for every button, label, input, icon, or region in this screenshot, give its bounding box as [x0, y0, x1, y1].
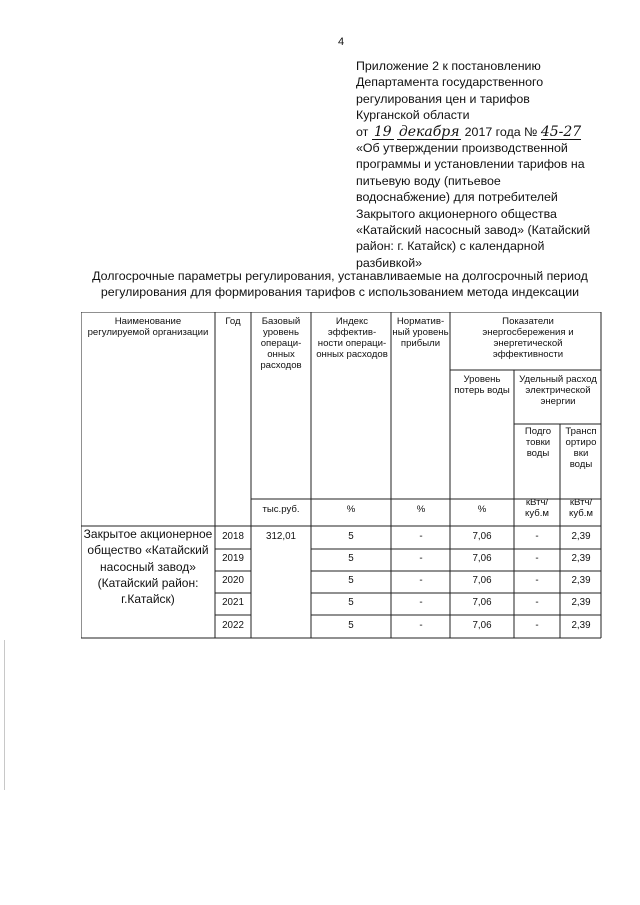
cell-loss: 7,06 — [472, 553, 492, 564]
cell-transport: 2,39 — [571, 575, 591, 586]
unit-index: % — [346, 504, 356, 515]
title-line: «Об утверждении производственной — [356, 141, 568, 156]
header-energy: Показатели энергосбережения и энергетической эффективности — [482, 316, 574, 360]
appendix-line: регулирования цен и тарифов — [356, 91, 530, 106]
cell-year: 2018 — [222, 531, 244, 542]
cell-year: 2020 — [222, 575, 244, 586]
page-number: 4 — [338, 36, 345, 48]
header-specific-energy: Удельный расход электрической энергии — [519, 374, 597, 407]
cell-index: 5 — [348, 620, 354, 631]
appendix-block — [356, 58, 618, 271]
header-water-loss: Уровень потерь воды — [454, 374, 510, 396]
cell-index: 5 — [348, 553, 354, 564]
appendix-line: Курганской области — [356, 108, 470, 123]
header-index: Индекс эффектив-ности операци-онных расходов — [316, 316, 388, 360]
document-heading — [70, 268, 610, 300]
heading-line: регулирования для формирования тарифов с использованием метода индексации — [100, 285, 580, 299]
date-year-suffix: 2017 года № — [464, 124, 538, 139]
cell-transport: 2,39 — [571, 597, 591, 608]
unit-transport: кВтч/ куб.м — [569, 497, 593, 519]
header-preparation: Подго товки воды — [524, 426, 552, 459]
title-line: питьевую воду (питьевое — [356, 173, 501, 188]
unit-profit: % — [416, 504, 426, 515]
cell-preparation: - — [535, 531, 539, 542]
header-org: Наименование регулируемой организации — [87, 316, 209, 338]
appendix-line: Департамента государственного — [356, 75, 544, 90]
appendix-line: Приложение 2 к постановлению — [356, 59, 541, 73]
base-value: 312,01 — [266, 531, 296, 542]
unit-preparation: кВтч/ куб.м — [525, 497, 549, 519]
unit-loss: % — [477, 504, 487, 515]
title-line: программы и установлении тарифов на — [356, 157, 585, 172]
cell-transport: 2,39 — [571, 620, 591, 631]
cell-profit: - — [419, 553, 423, 564]
decree-date-line — [356, 124, 618, 140]
header-year: Год — [225, 316, 241, 327]
header-profit: Норматив-ный уровень прибыли — [392, 316, 449, 349]
cell-index: 5 — [348, 575, 354, 586]
title-line: водоснабжение) для потребителей — [356, 190, 558, 205]
cell-profit: - — [419, 620, 423, 631]
title-line: «Катайский насосный завод» (Катайский — [356, 223, 591, 238]
cell-loss: 7,06 — [472, 597, 492, 608]
cell-profit: - — [419, 575, 423, 586]
title-line: разбивкой» — [356, 255, 423, 270]
cell-profit: - — [419, 597, 423, 608]
scan-edge-line — [4, 640, 5, 790]
cell-preparation: - — [535, 620, 539, 631]
cell-preparation: - — [535, 597, 539, 608]
title-line: район: г. Катайск) с календарной — [356, 239, 545, 254]
handwritten-month: декабря — [398, 123, 460, 140]
heading-line: Долгосрочные параметры регулирования, устанавливаемые на долгосрочный период — [92, 269, 588, 283]
cell-year: 2019 — [222, 553, 244, 564]
cell-loss: 7,06 — [472, 575, 492, 586]
cell-index: 5 — [348, 597, 354, 608]
cell-transport: 2,39 — [571, 531, 591, 542]
cell-loss: 7,06 — [472, 531, 492, 542]
cell-index: 5 — [348, 531, 354, 542]
header-transport: Трансп ортиро вки воды — [565, 426, 597, 470]
cell-loss: 7,06 — [472, 620, 492, 631]
cell-year: 2022 — [222, 620, 244, 631]
organization-name: Закрытое акционерное общество «Катайский насосный завод» (Катайский район: г.Катайск) — [83, 527, 213, 607]
unit-base: тыс.руб. — [262, 504, 300, 515]
header-base: Базовый уровень операци-онных расходов — [260, 316, 302, 371]
title-line: Закрытого акционерного общества — [356, 206, 557, 221]
date-prefix: от — [356, 124, 369, 139]
cell-year: 2021 — [222, 597, 244, 608]
handwritten-day: 19 — [372, 126, 394, 140]
cell-preparation: - — [535, 575, 539, 586]
cell-transport: 2,39 — [571, 553, 591, 564]
handwritten-decree-number: 45-27 — [540, 123, 582, 140]
cell-profit: - — [419, 531, 423, 542]
cell-preparation: - — [535, 553, 539, 564]
